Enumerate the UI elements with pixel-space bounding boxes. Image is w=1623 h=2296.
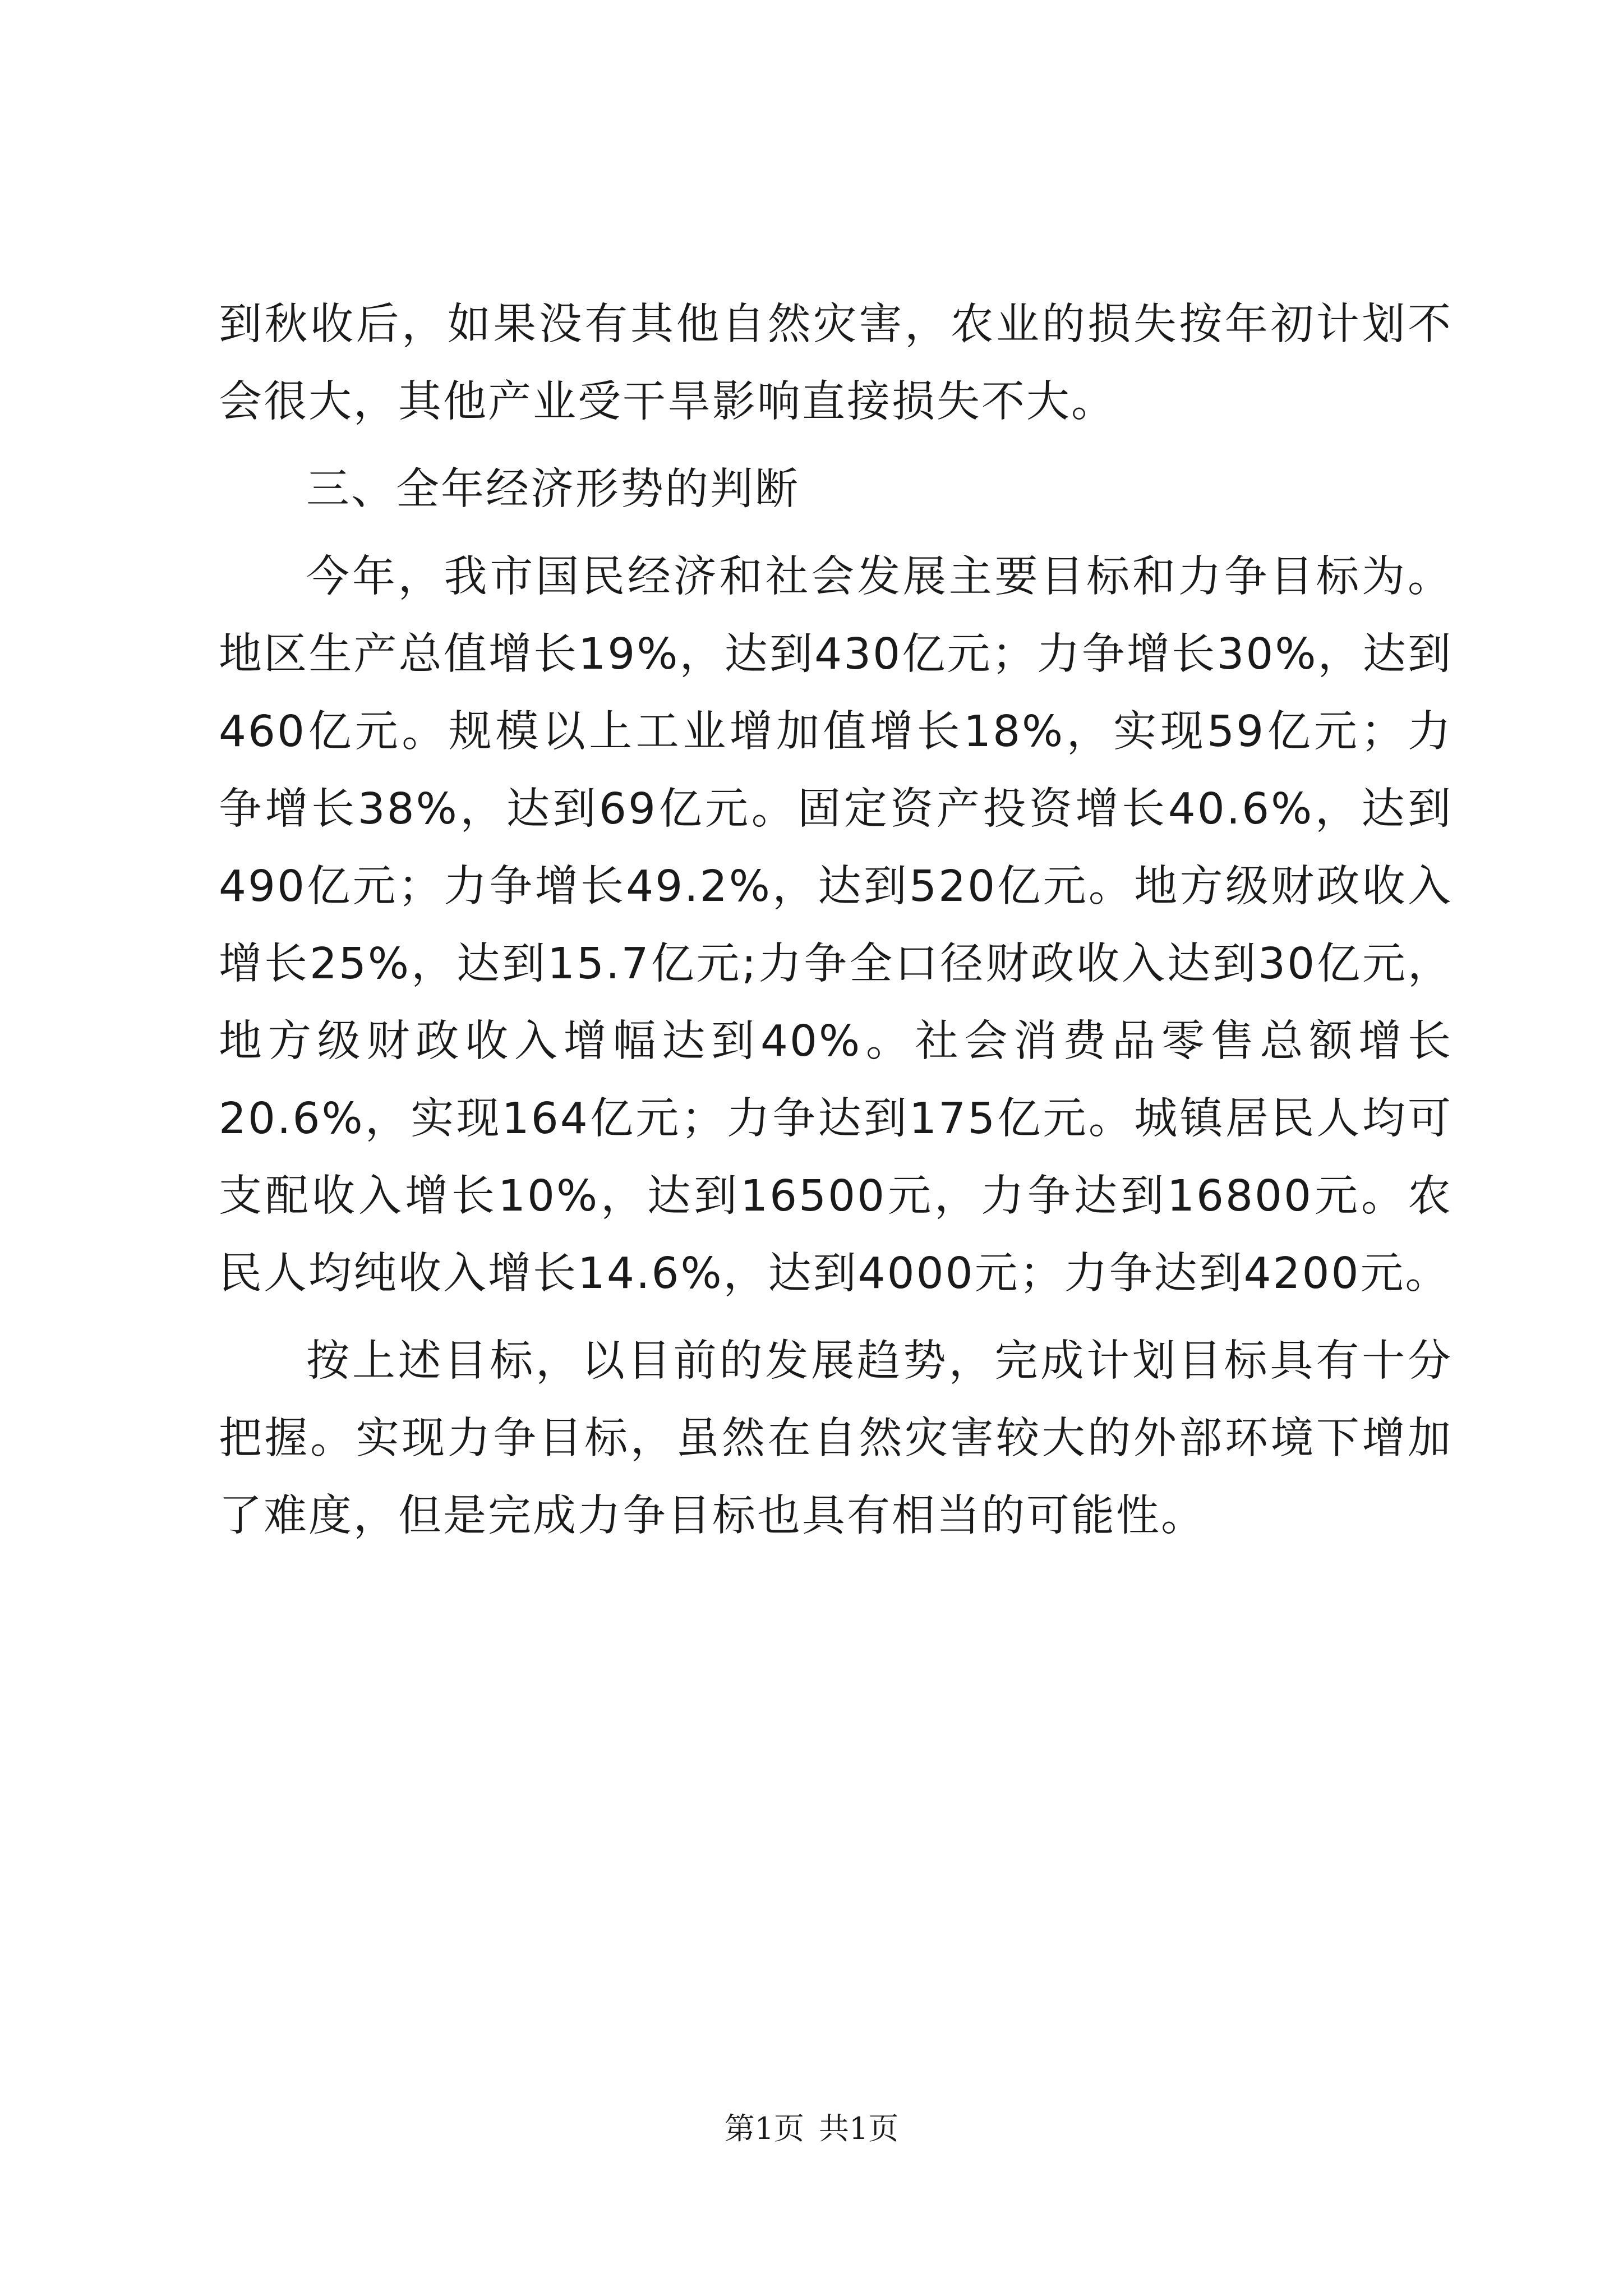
page-total: 共1页 xyxy=(819,2111,899,2146)
page-footer xyxy=(0,2109,1623,2148)
page-number: 第1页 xyxy=(724,2111,804,2146)
paragraph-continuation: 到秋收后，如果没有其他自然灾害，农业的损失按年初计划不会很大，其他产业受干旱影响直接损失不大。 xyxy=(219,300,1453,427)
document-body xyxy=(219,286,1453,1555)
section-heading: 三、全年经济形势的判断 xyxy=(306,464,800,514)
paragraph-assessment: 按上述目标，以目前的发展趋势，完成计划目标具有十分把握。实现力争目标，虽然在自然灾害较大的外部环境下增加了难度，但是完成力争目标也具有相当的可能性。 xyxy=(219,1336,1453,1541)
paragraph-targets: 今年，我市国民经济和社会发展主要目标和力争目标为。地区生产总值增长19%，达到430亿元；力争增长30%，达到460亿元。规模以上工业增加值增长18%，实现59亿元；力争增长38%，达到69亿元。固定资产投资增长40.6%，达到490亿元；力争增长49.2%，达到520亿元。地方级财政收入增长25%，达到15.7亿元;力争全口径财政收入达到30亿元，地方级财政收入增幅达到40%。社会消费品零售总额增长20.6%，实现164亿元；力争达到175亿元。城镇居民人均可支配收入增长10%，达到16500元，力争达到16800元。农民人均纯收入增长14.6%，达到4000元；力争达到4200元。 xyxy=(219,552,1453,1299)
